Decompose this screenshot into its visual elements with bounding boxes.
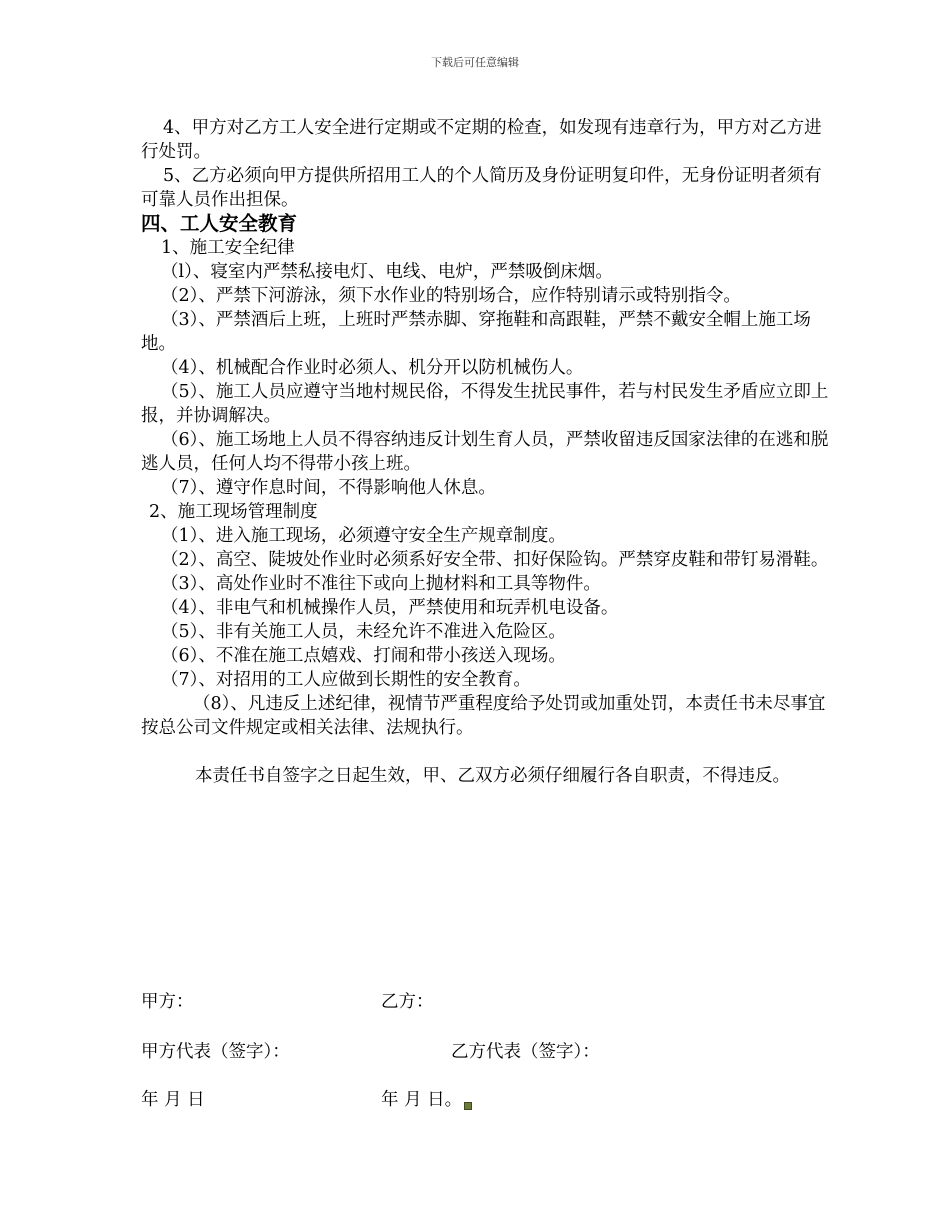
list-item: （3）、严禁酒后上班，上班时严禁赤脚、穿拖鞋和高跟鞋，严禁不戴安全帽上施工场地。 <box>141 310 811 354</box>
list-item: （l）、寝室内严禁私接电灯、电线、电炉，严禁吸倒床烟。 <box>161 262 613 282</box>
party-a-date: 年 月 日 <box>141 1090 205 1110</box>
subsection-title-1: 1、施工安全纪律 <box>161 238 295 258</box>
party-a-representative-label: 甲方代表（签字）： <box>141 1042 290 1062</box>
list-item: （7）、对招用的工人应做到长期性的安全教育。 <box>161 670 531 690</box>
edit-marker-icon <box>464 1102 472 1110</box>
list-item: （4）、非电气和机械操作人员，严禁使用和玩弄机电设备。 <box>161 598 619 618</box>
document-body <box>141 116 831 788</box>
list-item: （6）、不准在施工点嬉戏、打闹和带小孩送入现场。 <box>161 646 566 666</box>
list-item: （6）、施工场地上人员不得容纳违反计划生育人员，严禁收留违反国家法律的在逃和脱逃人员，任何人均不得带小孩上班。 <box>141 430 829 474</box>
party-b-representative-label: 乙方代表（签字）： <box>451 1042 600 1062</box>
closing-paragraph: 本责任书自签字之日起生效，甲、乙双方必须仔细履行各自职责，不得违反。 <box>195 766 790 786</box>
paragraph-item-4: 4、甲方对乙方工人安全进行定期或不定期的检查，如发现有违章行为，甲方对乙方进行处罚。 <box>141 118 822 162</box>
list-item: （4）、机械配合作业时必须人、机分开以防机械伤人。 <box>161 358 584 378</box>
list-item: （1）、进入施工现场，必须遵守安全生产规章制度。 <box>161 526 566 546</box>
list-item: （7）、遵守作息时间，不得影响他人休息。 <box>161 478 496 498</box>
party-b-label: 乙方： <box>381 992 434 1012</box>
header-note: 下载后可任意编辑 <box>431 56 519 69</box>
list-item: （2）、严禁下河游泳，须下水作业的特别场合，应作特别请示或特别指令。 <box>161 286 741 306</box>
list-item: （5）、非有关施工人员，未经允许不准进入危险区。 <box>161 622 566 642</box>
section-title: 四、工人安全教育 <box>141 212 298 235</box>
party-b-date: 年 月 日。 <box>381 1090 463 1110</box>
list-item: （3）、高处作业时不准往下或向上抛材料和工具等物件。 <box>161 574 601 594</box>
list-item-8: （8）、凡违反上述纪律，视情节严重程度给予处罚或加重处罚，本责任书未尽事宜按总公司文件规定或相关法律、法规执行。 <box>141 694 826 738</box>
paragraph-item-5: 5、乙方必须向甲方提供所招用工人的个人简历及身份证明复印件，无身份证明者须有可靠人员作出担保。 <box>141 166 822 210</box>
subsection-title-2: 2、施工现场管理制度 <box>149 502 318 522</box>
list-item: （5）、施工人员应遵守当地村规民俗，不得发生扰民事件，若与村民发生矛盾应立即上报，并协调解决。 <box>141 382 829 426</box>
party-a-label: 甲方： <box>141 992 194 1012</box>
paragraph-gap <box>141 740 831 764</box>
list-item: （2）、高空、陡坡处作业时必须系好安全带、扣好保险钩。严禁穿皮鞋和带钉易滑鞋。 <box>161 550 829 570</box>
